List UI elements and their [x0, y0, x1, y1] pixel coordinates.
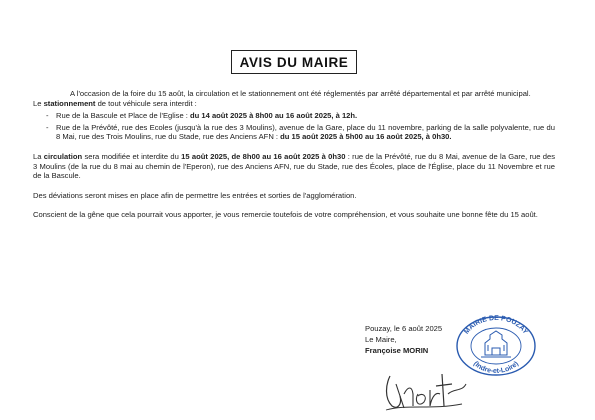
parking-item	[33, 123, 555, 142]
spacer	[33, 181, 555, 191]
circulation-middle: sera modifiée et interdite du	[82, 151, 182, 161]
circulation-paragraph	[33, 152, 555, 181]
circulation-streets: : rue de la Prévôté, rue du 8 Mai, avenue de la Gare, rue des 3 Moulins (de la rue du 8 mai au chemin de l'Eperon), rue des Anciens AFN, rue du Stade, rue des Écoles, place de l'Église, place du 11 Novembre et rue de la Bascule.	[33, 151, 556, 181]
parking-heading-after: de tout véhicule sera interdit :	[95, 98, 197, 108]
parking-item-dates: du 15 août 2025 à 5h00 au 16 août 2025, à 0h30.	[280, 132, 452, 142]
deviations-paragraph: Des déviations seront mises en place afin de permettre les entrées et sorties de l'agglomération.	[33, 190, 357, 200]
stamp-top-text: MAIRIE DE POUZAY	[463, 315, 529, 336]
notice-body	[33, 89, 555, 220]
spacer	[33, 200, 555, 210]
mayor-name: Françoise MORIN	[365, 346, 429, 355]
parking-heading	[33, 99, 555, 109]
circulation-bold: circulation	[43, 151, 83, 161]
parking-item-dates: du 14 août 2025 à 8h00 au 16 août 2025, à 12h.	[190, 111, 358, 121]
parking-list	[33, 111, 555, 142]
circulation-before: La	[33, 151, 44, 161]
title-box	[231, 50, 357, 74]
signature-block	[365, 323, 442, 356]
parking-item-text: Rue de la Bascule et Place de l'Eglise :	[56, 111, 190, 121]
stamp-emblem	[481, 331, 511, 357]
intro-paragraph: A l'occasion de la foire du 15 août, la circulation et le stationnement ont été réglementés par arrêté départemental et par arrêté municipal.	[70, 89, 531, 98]
mairie-stamp	[455, 315, 537, 377]
parking-item-text: Rue de la Prévôté, rue des Ecoles (jusqu'à la rue des 3 Moulins), avenue de la Gare, place du 11 novembre, parking de la salle polyvalente, rue du 8 Mai, rue des Trois Moulins, rue du Stade, rue des Anciens AFN :	[56, 122, 555, 142]
place-date: Pouzay, le 6 août 2025	[365, 324, 443, 333]
parking-heading-bold: stationnement	[43, 98, 96, 108]
circulation-dates: 15 août 2025, de 8h00 au 16 août 2025 à 0h30	[181, 151, 346, 161]
bullet-mark: -	[46, 122, 49, 132]
notice-title: AVIS DU MAIRE	[239, 54, 349, 70]
parking-item	[33, 111, 555, 121]
spacer	[33, 142, 555, 152]
stamp-bottom-text: (Indre-et-Loire)	[471, 360, 521, 376]
mayor-role: Le Maire,	[365, 335, 397, 344]
parking-heading-before: Le	[33, 98, 44, 108]
closing-paragraph: Conscient de la gêne que cela pourrait vous apporter, je vous remercie toutefois de votre compréhension, et vous souhaite une bonne fête du 15 août.	[33, 210, 538, 220]
bullet-mark: -	[46, 111, 49, 121]
